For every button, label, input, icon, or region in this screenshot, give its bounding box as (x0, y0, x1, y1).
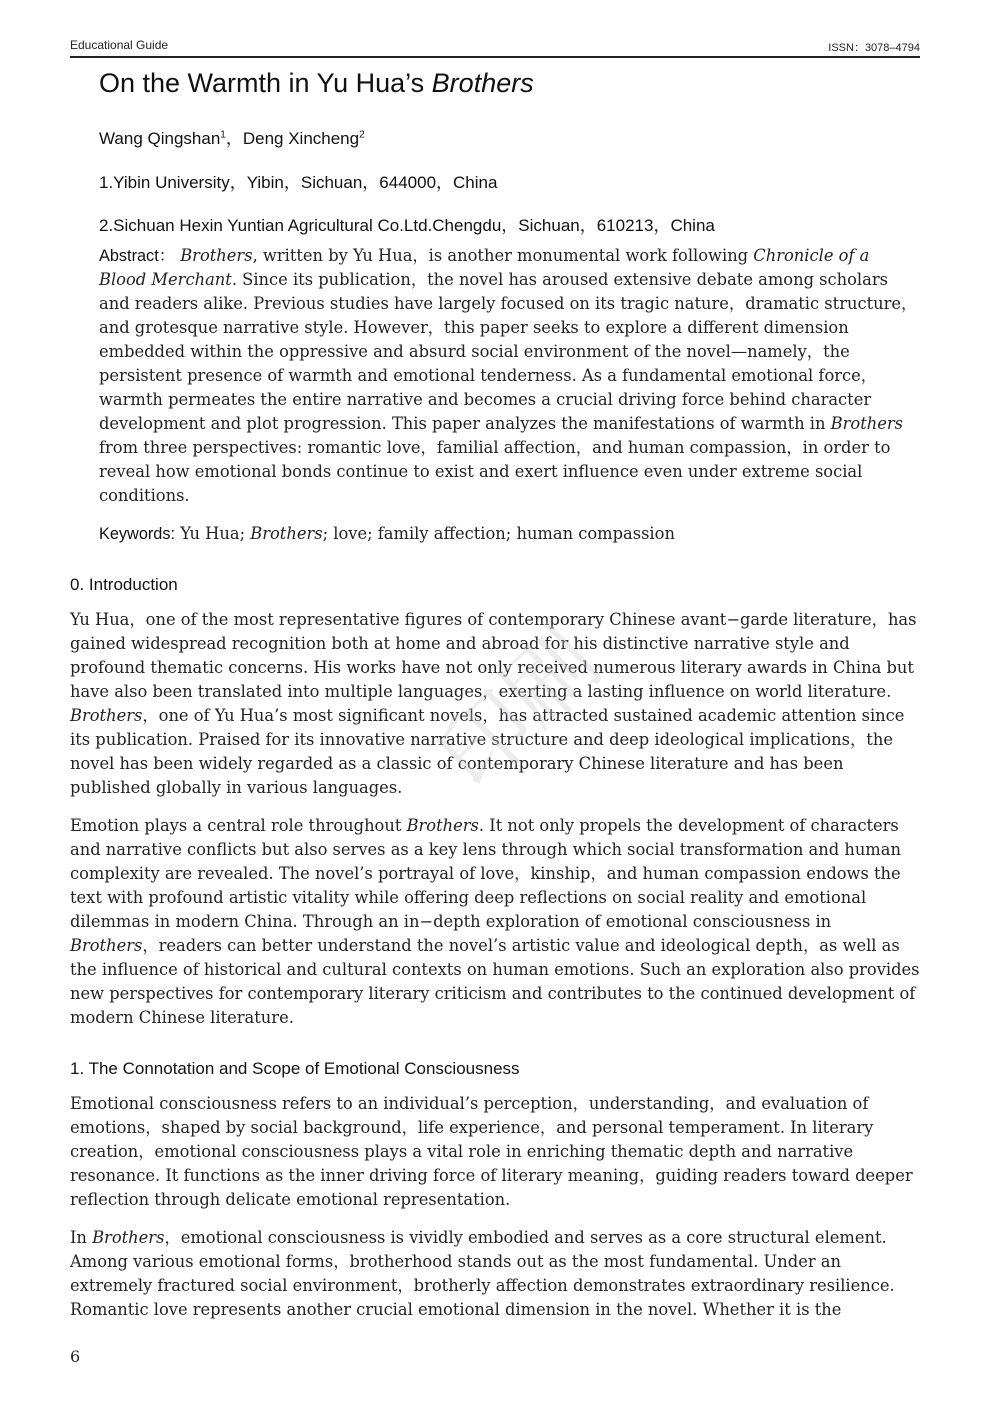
affiliation-2: 2.Sichuan Hexin Yuntian Agricultural Co.Ltd.Chengdu，Sichuan，610213，China (99, 216, 715, 235)
keywords-label: Keywords: (99, 525, 176, 543)
keywords: Keywords: Yu Hua; Brothers; love; family affection; human compassion (99, 524, 675, 543)
section-heading-introduction: 0. Introduction (70, 575, 178, 594)
author-line: Wang Qingshan$^1$，Deng Xincheng$^2$ (99, 129, 365, 148)
page-number: 6 (70, 1347, 81, 1366)
running-header (70, 36, 920, 58)
affiliation-1: 1.Yibin University，Yibin，Sichuan，644000，China (99, 173, 498, 192)
paper-title: On the Warmth in Yu Hua’s Brothers (99, 68, 534, 98)
abstract-label: Abstract： (99, 247, 176, 265)
section-heading-1: 1. The Connotation and Scope of Emotional Consciousness (70, 1059, 520, 1078)
section1-paragraph-1: Emotional consciousness refers to an individual’s perception，understanding，and evaluation of emotions，shaped by social background，life experience，and personal temperament. In literary creation，emotional consciousness plays a vital role in enriching thematic depth and narrative resonance. It functions as the inner driving force of literary meaning，guiding readers toward deeper reflection through delicate emotional representation. (70, 1094, 913, 1209)
watermark-stamp: 印刷 (418, 608, 621, 811)
intro-paragraph-1: Yu Hua，one of the most representative figures of contemporary Chinese avant−garde literature，has gained widespread recognition both at home and abroad for his distinctive narrative style and profound thematic concerns. His works have not only received numerous literary awards in China but have also been translated into multiple languages，exerting a lasting influence on world literature. Brothers，one of Yu Hua’s most significant novels，has attracted sustained academic attention since its publication. Praised for its innovative narrative structure and deep ideological implications，the novel has been widely regarded as a classic of contemporary Chinese literature and has been published globally in various languages. (70, 610, 917, 797)
abstract: Abstract： Brothers, written by Yu Hua，is another monumental work following Chronicle of a Blood Merchant. Since its publication，the novel has aroused extensive debate among scholars and readers alike. Previous studies have largely focused on its tragic nature，dramatic structure，and grotesque narrative style. However，this paper seeks to explore a different dimension embedded within the oppressive and absurd social environment of the novel—namely，the persistent presence of warmth and emotional tenderness. As a fundamental emotional force，warmth permeates the entire narrative and becomes a crucial driving force behind character development and plot progression. This paper analyzes the manifestations of warmth in Brothers from three perspectives: romantic love，familial affection，and human compassion，in order to reveal how emotional bonds continue to exist and exert influence even under extreme social conditions. (99, 246, 918, 505)
header-rule (70, 56, 920, 58)
issn: ISSN：3078–4794 (828, 42, 920, 54)
section1-paragraph-2: In Brothers，emotional consciousness is vividly embodied and serves as a core structural element. Among various emotional forms，brotherhood stands out as the most fundamental. Under an extremely fractured social environment，brotherly affection demonstrates extraordinary resilience. Romantic love represents another crucial emotional dimension in the novel. Whether it is the (70, 1228, 895, 1319)
journal-name: Educational Guide (70, 38, 169, 52)
intro-paragraph-2: Emotion plays a central role throughout Brothers. It not only propels the development of characters and narrative conflicts but also serves as a key lens through which social transformation and human complexity are revealed. The novel’s portrayal of love，kinship，and human compassion endows the text with profound artistic vitality while offering deep reflections on social reality and emotional dilemmas in modern China. Through an in−depth exploration of emotional consciousness in Brothers，readers can better understand the novel’s artistic value and ideological depth，as well as the influence of historical and cultural contexts on human emotions. Such an exploration also provides new perspectives for contemporary literary criticism and contributes to the continued development of modern Chinese literature. (70, 816, 920, 1027)
